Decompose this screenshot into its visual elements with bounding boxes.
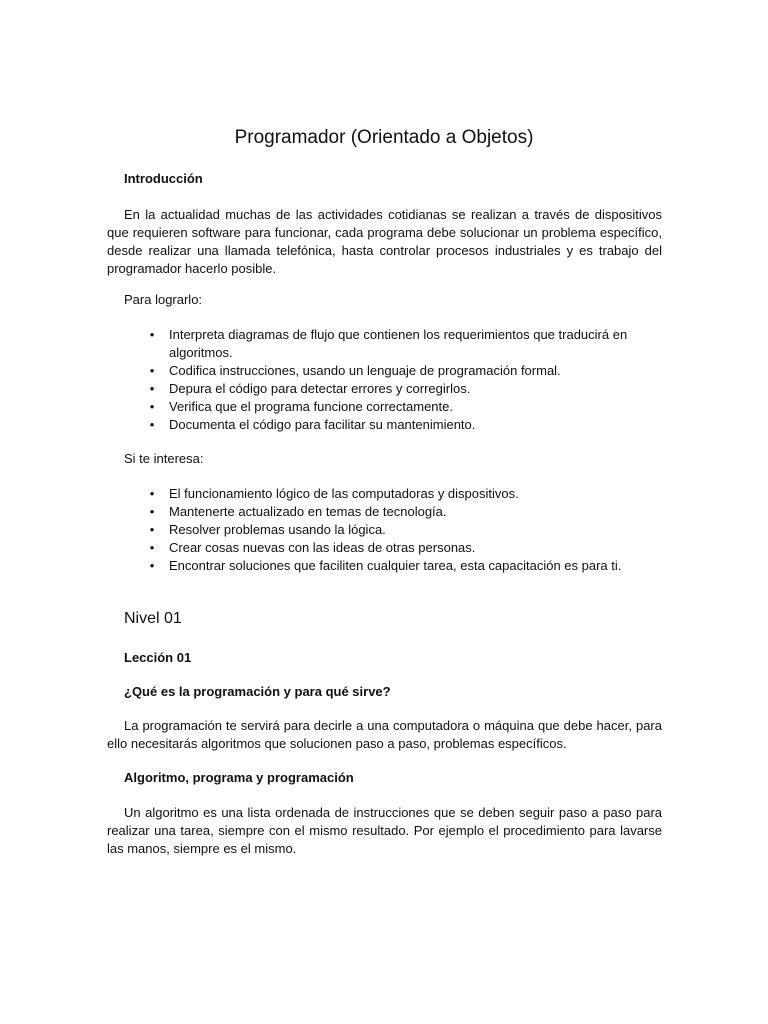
nivel-heading: Nivel 01 (124, 610, 182, 627)
intro-paragraph: En la actualidad muchas de las actividades cotidianas se realizan a través de dispositivos que requieren software para funcionar, cada programa debe solucionar un problema específico, desde realizar una llamada telefónica, hasta controlar procesos industriales y es trabajo del programador hacerlo posible. (107, 207, 662, 276)
bullet-icon: • (149, 486, 155, 501)
intro-heading: Introducción (124, 171, 203, 186)
list-item (107, 326, 662, 362)
list-item-text: Documenta el código para facilitar su mantenimiento. (169, 417, 476, 432)
list-item-text: El funcionamiento lógico de las computadoras y dispositivos. (169, 486, 519, 501)
question-heading: ¿Qué es la programación y para qué sirve? (124, 684, 391, 699)
list-item-text: Resolver problemas usando la lógica. (169, 522, 386, 537)
bullet-icon: • (149, 522, 155, 537)
list-item-text: Crear cosas nuevas con las ideas de otras personas. (169, 540, 476, 555)
algoritmo-paragraph: Un algoritmo es una lista ordenada de instrucciones que se deben seguir paso a paso para realizar una tarea, siempre con el mismo resultado. Por ejemplo el procedimiento para lavarse las manos, siempre es el mismo. (107, 805, 662, 856)
leccion-heading: Lección 01 (124, 650, 192, 665)
bullet-icon: • (149, 363, 155, 378)
bullet-icon: • (149, 417, 155, 432)
list-item-text: Mantenerte actualizado en temas de tecnología. (169, 504, 447, 519)
bullet-icon: • (149, 504, 155, 519)
bullet-icon: • (149, 327, 155, 342)
list-item (107, 503, 662, 521)
bullet-icon: • (149, 558, 155, 573)
list-item-text: Depura el código para detectar errores y corregirlos. (169, 381, 471, 396)
list-item (107, 521, 662, 539)
list-item (107, 398, 662, 416)
list-item (107, 539, 662, 557)
list-item (107, 380, 662, 398)
list-item (107, 557, 662, 575)
list-item (107, 362, 662, 380)
si-te-interesa-label: Si te interesa: (124, 451, 204, 466)
list-item-text: Codifica instrucciones, usando un lenguaje de programación formal. (169, 363, 561, 378)
bullet-icon: • (149, 399, 155, 414)
list-item-text: Encontrar soluciones que faciliten cualquier tarea, esta capacitación es para ti. (169, 558, 622, 573)
page-title: Programador (Orientado a Objetos) (234, 127, 534, 148)
list-item-text: Interpreta diagramas de flujo que contienen los requerimientos que traducirá en algoritmos. (169, 327, 628, 360)
para-lograrlo-label: Para lograrlo: (124, 292, 203, 307)
list-item (107, 416, 662, 434)
lograrlo-list (107, 326, 662, 434)
question-paragraph: La programación te servirá para decirle a una computadora o máquina que debe hacer, para ello necesitarás algoritmos que solucionen paso a paso, problemas específicos. (107, 718, 662, 751)
bullet-icon: • (149, 540, 155, 555)
bullet-icon: • (149, 381, 155, 396)
list-item (107, 485, 662, 503)
interesa-list (107, 485, 662, 575)
list-item-text: Verifica que el programa funcione correctamente. (169, 399, 453, 414)
algoritmo-heading: Algoritmo, programa y programación (124, 770, 354, 785)
